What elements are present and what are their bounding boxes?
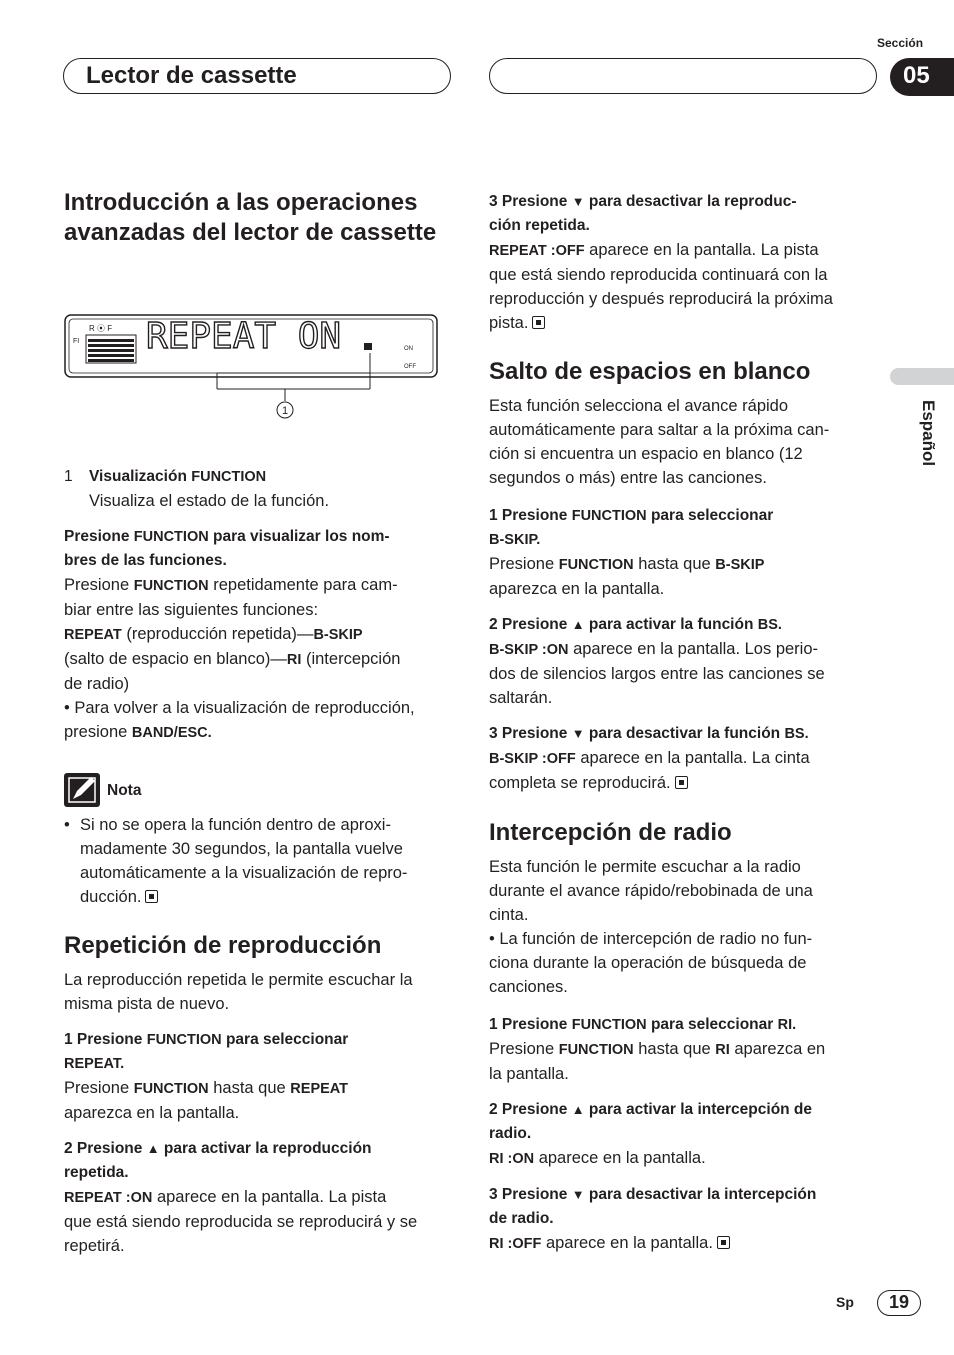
ri1-a: 1 Presione bbox=[489, 1016, 572, 1033]
header-title-pill bbox=[63, 58, 451, 94]
bs1b-d: B-SKIP bbox=[715, 557, 765, 573]
rs1-b: FUNCTION bbox=[146, 1032, 222, 1048]
r3b-a: REPEAT :OFF bbox=[489, 243, 585, 259]
ri-step-2-line-2: radio. bbox=[489, 1125, 532, 1142]
ri-step-2-line-1 bbox=[489, 1098, 879, 1122]
body-a-line-5: de radio) bbox=[64, 675, 130, 693]
body-a-l7c: / bbox=[173, 725, 178, 741]
ri3b-a: RI :OFF bbox=[489, 1236, 542, 1252]
bs1-a: 1 Presione bbox=[489, 507, 572, 524]
bskip-step-2-body-1 bbox=[489, 637, 879, 662]
ri2-c: para activar la intercepción de bbox=[584, 1101, 813, 1118]
body-a-line-4 bbox=[64, 647, 454, 672]
end-mark-icon bbox=[717, 1236, 730, 1249]
repeat-step-2-body-3: repetirá. bbox=[64, 1237, 125, 1255]
repeat-step-2-body-2: que está siendo reproducida se reproducirá y se bbox=[64, 1213, 418, 1231]
ri-title: Intercepción de radio bbox=[489, 819, 732, 846]
end-mark-icon bbox=[675, 776, 688, 789]
ri3b-b: aparece en la pantalla. bbox=[541, 1234, 713, 1252]
ri-step-1-body-1 bbox=[489, 1037, 879, 1062]
ri2b-a: RI :ON bbox=[489, 1151, 535, 1167]
bskip-step-1-line-2: B-SKIP. bbox=[489, 532, 541, 548]
rs1-c: para seleccionar bbox=[221, 1031, 349, 1048]
page-number: 19 bbox=[877, 1290, 921, 1316]
ri-step-3-body-1 bbox=[489, 1231, 879, 1256]
step-a-l1c: para visualizar los nom- bbox=[208, 528, 390, 545]
ri3-a: 3 Presione bbox=[489, 1186, 572, 1203]
end-mark-icon bbox=[532, 316, 545, 329]
bs2-a: 2 Presione bbox=[489, 616, 572, 633]
step-a-l1b: FUNCTION bbox=[133, 529, 209, 545]
ri-intro-3: cinta. bbox=[489, 906, 529, 924]
r-step-3-body-3: reproducción y después reproducirá la próxima bbox=[489, 290, 833, 308]
ri2-a: 2 Presione bbox=[489, 1101, 572, 1118]
bskip-step-3-body-1 bbox=[489, 746, 879, 771]
bskip-intro-1: Esta función selecciona el avance rápido bbox=[489, 397, 789, 415]
bs2b-a: B-SKIP :ON bbox=[489, 642, 569, 658]
lcd-callout-number: 1 bbox=[281, 405, 289, 417]
ri1-c: para seleccionar bbox=[646, 1016, 778, 1033]
step-a-l1a: Presione bbox=[64, 528, 134, 545]
ri-intro-5: ciona durante la operación de búsqueda de bbox=[489, 954, 807, 972]
bs1-b: FUNCTION bbox=[571, 508, 647, 524]
ri1b-e: aparezca en bbox=[729, 1040, 826, 1058]
bs3b-a: B-SKIP :OFF bbox=[489, 751, 576, 767]
body-a-l7a: presione bbox=[64, 723, 132, 741]
bskip-intro-2: automáticamente para saltar a la próxima can- bbox=[489, 421, 830, 439]
rs1b-d: REPEAT bbox=[290, 1081, 349, 1097]
ri1b-b: FUNCTION bbox=[558, 1042, 634, 1058]
right-column-top bbox=[489, 190, 879, 335]
end-mark-icon bbox=[145, 890, 158, 903]
bs1b-c: hasta que bbox=[633, 555, 716, 573]
ri3-c: para desactivar la intercepción bbox=[584, 1186, 817, 1203]
ri-step-2-body-1 bbox=[489, 1146, 879, 1171]
down-triangle-icon: ▼ bbox=[571, 726, 585, 741]
repeat-step-2-line-1 bbox=[64, 1137, 454, 1161]
bs3b-c: completa se reproducirá. bbox=[489, 774, 671, 792]
repeat-intro-2: misma pista de nuevo. bbox=[64, 995, 230, 1013]
ri1b-a: Presione bbox=[489, 1040, 559, 1058]
note-body bbox=[64, 813, 454, 909]
bskip-step-3-line-1 bbox=[489, 722, 879, 746]
body-a-l3a: REPEAT bbox=[64, 627, 122, 643]
ri-intro-6: canciones. bbox=[489, 978, 568, 996]
bskip-step-2-line-1 bbox=[489, 613, 879, 637]
repeat-step-1-body-2: aparezca en la pantalla. bbox=[64, 1104, 240, 1122]
down-triangle-icon: ▼ bbox=[571, 1187, 585, 1202]
repeat-step-1-line-2: REPEAT. bbox=[64, 1056, 125, 1072]
left-column-body bbox=[64, 465, 454, 745]
rs2b-a: REPEAT :ON bbox=[64, 1190, 153, 1206]
up-triangle-icon: ▲ bbox=[571, 617, 585, 632]
note-line-3: automáticamente a la visualización de repro- bbox=[80, 864, 408, 882]
ri1b-d: RI bbox=[715, 1042, 730, 1058]
bs3b-b: aparece en la pantalla. La cinta bbox=[575, 749, 810, 767]
r-step-3-line-1 bbox=[489, 190, 879, 214]
body-a-l7b: BAND bbox=[131, 725, 174, 741]
body-a-l1c: repetidamente para cam- bbox=[208, 576, 398, 594]
section-label: Sección bbox=[877, 36, 924, 50]
lcd-display-graphic bbox=[64, 313, 440, 425]
callout-item-number: 1 bbox=[64, 468, 73, 485]
ri-step-3-line-1 bbox=[489, 1183, 879, 1207]
rs2b-b: aparece en la pantalla. La pista bbox=[152, 1188, 387, 1206]
ri1b-c: hasta que bbox=[633, 1040, 716, 1058]
bs2b-b: aparece en la pantalla. Los perio- bbox=[568, 640, 818, 658]
lcd-on-label: ON bbox=[404, 346, 413, 352]
body-a-l3b: (reproducción repetida)— bbox=[121, 625, 314, 643]
callout-title-b: FUNCTION bbox=[191, 469, 267, 485]
body-a-line-6: • Para volver a la visualización de reproducción, bbox=[64, 699, 415, 717]
bs3-c: para desactivar la función bbox=[584, 725, 785, 742]
footer-lang-code: Sp bbox=[836, 1294, 854, 1310]
body-a-line-2: biar entre las siguientes funciones: bbox=[64, 601, 319, 619]
section-number: 05 bbox=[890, 58, 954, 96]
r3-c: para desactivar la reproduc- bbox=[584, 193, 797, 210]
rs1-a: 1 Presione bbox=[64, 1031, 147, 1048]
body-a-l4b: RI bbox=[286, 652, 302, 668]
r-step-3-line-2: ción repetida. bbox=[489, 217, 590, 234]
r3b-d: pista. bbox=[489, 314, 529, 332]
step-a-line-2: bres de las funciones. bbox=[64, 552, 227, 569]
body-a-l3c: B-SKIP bbox=[313, 627, 363, 643]
bs1-c: para seleccionar bbox=[646, 507, 774, 524]
bskip-title: Salto de espacios en blanco bbox=[489, 358, 811, 385]
body-a-line-3 bbox=[64, 622, 454, 647]
svg-text:FI: FI bbox=[73, 338, 80, 345]
body-a-line-7 bbox=[64, 720, 454, 745]
down-triangle-icon: ▼ bbox=[571, 194, 585, 209]
note-line-2: madamente 30 segundos, la pantalla vuelve bbox=[80, 840, 403, 858]
note-l1: Si no se opera la función dentro de aproxi- bbox=[80, 816, 391, 834]
ri-section bbox=[489, 819, 879, 1256]
page-title: Lector de cassette bbox=[86, 62, 297, 89]
repeat-step-2-line-2: repetida. bbox=[64, 1164, 129, 1181]
note-label: Nota bbox=[107, 782, 142, 799]
callout-item-title bbox=[64, 465, 454, 489]
rs2-c: para activar la reproducción bbox=[159, 1140, 372, 1157]
bskip-step-2-body-3: saltarán. bbox=[489, 689, 553, 707]
up-triangle-icon: ▲ bbox=[146, 1141, 160, 1156]
ri1-b: FUNCTION bbox=[571, 1017, 647, 1033]
ri-step-3-line-2: de radio. bbox=[489, 1210, 554, 1227]
callout-item-desc: Visualiza el estado de la función. bbox=[89, 492, 330, 510]
ri-intro-2: durante el avance rápido/rebobinada de una bbox=[489, 882, 813, 900]
svg-text:R ⦿ F: R ⦿ F bbox=[89, 324, 113, 333]
language-tab-label: Español bbox=[919, 400, 938, 467]
bskip-intro-4: segundos o más) entre las canciones. bbox=[489, 469, 767, 487]
bs2-c: para activar la función bbox=[584, 616, 758, 633]
body-a-l7d: ESC. bbox=[177, 725, 212, 741]
intro-title-line-2: avanzadas del lector de cassette bbox=[64, 219, 437, 246]
lcd-off-label: OFF bbox=[404, 364, 416, 370]
repeat-section bbox=[64, 932, 454, 1258]
callout-title-a: Visualización bbox=[89, 468, 192, 485]
bs3-d: BS. bbox=[784, 726, 809, 742]
bs1b-a: Presione bbox=[489, 555, 559, 573]
lcd-display-illustration bbox=[64, 313, 440, 425]
r3-a: 3 Presione bbox=[489, 193, 572, 210]
bs2-d: BS. bbox=[757, 617, 782, 633]
bskip-intro-3: ción si encuentra un espacio en blanco (12 bbox=[489, 445, 803, 463]
repeat-step-2-body-1 bbox=[64, 1185, 454, 1210]
r3b-b: aparece en la pantalla. La pista bbox=[584, 241, 819, 259]
rs1b-c: hasta que bbox=[208, 1079, 291, 1097]
repeat-title: Repetición de reproducción bbox=[64, 932, 382, 959]
repeat-step-1-line-1 bbox=[64, 1028, 454, 1052]
header-blank-pill bbox=[489, 58, 877, 94]
repeat-step-1-body-1 bbox=[64, 1076, 454, 1101]
r-step-3-body-4 bbox=[489, 311, 879, 335]
ri1-d: RI. bbox=[777, 1017, 797, 1033]
ri-step-1-body-2: la pantalla. bbox=[489, 1065, 569, 1083]
bskip-step-1-body-2: aparezca en la pantalla. bbox=[489, 580, 665, 598]
note-line-4 bbox=[64, 885, 454, 909]
ri-intro-1: Esta función le permite escuchar a la radio bbox=[489, 858, 801, 876]
bskip-step-1-line-1 bbox=[489, 504, 879, 528]
bskip-step-2-body-2: dos de silencios largos entre las canciones se bbox=[489, 665, 825, 683]
body-a-l1a: Presione bbox=[64, 576, 134, 594]
bs3-a: 3 Presione bbox=[489, 725, 572, 742]
ri-intro-4: • La función de intercepción de radio no fun- bbox=[489, 930, 813, 948]
body-a-line-1 bbox=[64, 573, 454, 598]
bskip-section bbox=[489, 358, 879, 795]
bs1b-b: FUNCTION bbox=[558, 557, 634, 573]
rs1b-a: Presione bbox=[64, 1079, 134, 1097]
language-tab-bar bbox=[890, 368, 954, 385]
r-step-3-body-1 bbox=[489, 238, 879, 263]
body-a-l4c: (intercepción bbox=[301, 650, 401, 668]
body-a-l4a: (salto de espacio en blanco)— bbox=[64, 650, 287, 668]
up-triangle-icon: ▲ bbox=[571, 1102, 585, 1117]
body-a-l1b: FUNCTION bbox=[133, 578, 209, 594]
step-a-line-1 bbox=[64, 525, 454, 549]
bskip-step-3-body-2 bbox=[489, 771, 879, 795]
note-l4: ducción. bbox=[80, 888, 142, 906]
left-column bbox=[64, 188, 454, 248]
lcd-text: REPEAT ON bbox=[146, 316, 342, 357]
repeat-intro-1: La reproducción repetida le permite escuchar la bbox=[64, 971, 413, 989]
note-pencil-icon bbox=[64, 773, 100, 807]
ri2b-b: aparece en la pantalla. bbox=[534, 1149, 706, 1167]
r-step-3-body-2: que está siendo reproducida continuará con la bbox=[489, 266, 828, 284]
ri-step-1-line-1 bbox=[489, 1013, 879, 1037]
note-line-1: • Si no se opera la función dentro de aproxi- bbox=[64, 816, 391, 834]
rs1b-b: FUNCTION bbox=[133, 1081, 209, 1097]
intro-title-line-1: Introducción a las operaciones bbox=[64, 189, 418, 216]
bskip-step-1-body-1 bbox=[489, 552, 879, 577]
rs2-a: 2 Presione bbox=[64, 1140, 147, 1157]
